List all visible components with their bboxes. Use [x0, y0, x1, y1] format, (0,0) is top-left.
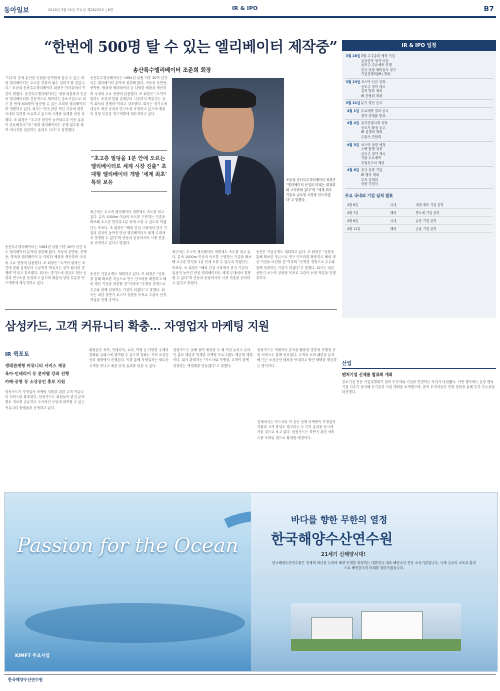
table-cell: 유통 기업 실적 — [414, 216, 493, 224]
schedule-entry: IR 설명회 개최 — [361, 130, 383, 135]
schedule-date — [345, 182, 361, 187]
schedule-group — [345, 142, 493, 168]
subhead: 육아·인테리어 등 분야별 강좌 진행 — [5, 371, 70, 376]
table-cell: 4월 7일 — [345, 208, 388, 216]
side-article-body: 중소기업 전문 기업설명회가 열려 투자자와 기업을 연결하는 자리가 마련됐다. 이번 행사에는 유망 벤처기업 다수가 참석해 신기술과 사업 계획을 소개했으며, 참석 투자자들은 현장 상담을 통해 투자 가능성을 타진했다. — [342, 380, 495, 395]
ad-headline-big: 한국해양수산연수원 — [271, 532, 393, 548]
schedule-group — [345, 79, 493, 100]
schedule-group — [345, 100, 493, 108]
article2-column: 업계에서는 카드사의 이 같은 상생 마케팅이 자영업자 지원과 고객 충성도 제고라는 두 가지 효과를 동시에 거둘 것으로 보고 있다. 삼성카드는 하반기 관련 서비스를 모바일 앱으로 확대할 예정이다. — [257, 420, 336, 440]
schedule-group — [345, 120, 493, 141]
pull-quote: “초고층 빌딩을 1분 안에 오르는 엘리베이터로 세계 시장 진출” 초대형 엘리베이터 개발 ‘세계 최초’ 특허 보유 — [91, 150, 167, 192]
schedule-date — [345, 135, 361, 140]
schedule-entry: 스팩 합병 상장 — [361, 147, 383, 152]
schedule-entry: 수요예측 결과 공시 — [361, 108, 389, 113]
schedule-entry: 기업설명회(IR) 개최 — [361, 72, 391, 77]
schedule-date: 4월 6일 — [346, 168, 360, 173]
subhead: 생태관계형 커뮤니티 서비스 제공 — [5, 363, 67, 368]
schedule-date: 3월 28일 — [345, 54, 361, 58]
article2-headline: 삼성카드, 고객 커뮤니티 확충… 자영업자 마케팅 지원 — [5, 319, 270, 333]
schedule-entry: 증권신고서 제출 — [361, 160, 385, 165]
article-headline: “한번에 500명 탈 수 있는 엘리베이터 제작중” — [44, 39, 338, 56]
table-row — [345, 224, 493, 232]
ad-footer-logo: 한국해양수산연수원 — [8, 677, 43, 682]
table-cell: 국내 — [388, 201, 413, 209]
earnings-table — [345, 201, 493, 233]
schedule-entry: 공모주 청약 개시 — [361, 84, 386, 89]
schedule-entry: 유상증자 청약 마감 — [361, 58, 389, 63]
schedule-entry: 투자 설명회 — [361, 177, 378, 182]
schedule-date — [345, 94, 361, 99]
schedule-entry: 신규 상장 예비심사 청구 — [361, 67, 396, 72]
schedule-entry: 공모주 청약 개시 — [361, 151, 386, 156]
table-cell: 반도체 기업 실적 — [414, 208, 493, 216]
table-row — [345, 201, 493, 209]
schedule-item — [345, 161, 493, 166]
ad-footer-bar — [4, 674, 496, 687]
divider — [5, 309, 337, 310]
schedule-group — [345, 167, 493, 188]
schedule-date: 3월 29일 — [345, 79, 361, 84]
table-row — [345, 208, 493, 216]
side-article-subtitle: 벤처기업 신제품 발표회 개최 — [342, 372, 393, 377]
schedule-item — [345, 135, 493, 140]
schedule-entry: 상장 기념식 — [361, 182, 378, 187]
article-body-column: 송산은 기업공개도 계획하고 있다. 조 회장은 “상장을 통해 확보한 자금으로 연구 인프라를 확충하고 해외 생산 거점을 마련할 것”이라며 “투명한 경영으로 주주와 함께 성장하는 기업이 되겠다”고 말했다. 회사는 내년 상반기 코스닥 상장을 목표로 주관사 선정 작업을 진행 중이다. — [256, 250, 336, 281]
schedule-item — [345, 101, 493, 106]
schedule-entry: 분기 결산 공시 — [361, 101, 383, 106]
ad-subtitle: 21세기 신해양시대! — [321, 552, 366, 558]
schedule-entry: 공모가 확정 공고 — [361, 125, 386, 130]
schedule-group — [345, 108, 493, 120]
article2-column: 삼성카드가 자영업자 마케팅 지원을 위한 고객 커뮤니티 서비스를 확대한다. 삼성카드는 회원들이 관심 분야별로 정보를 공유하고 오프라인 모임에 참여할 수 있는 커뮤니티 플랫폼을 운영하고 있다. — [5, 390, 85, 410]
advertisement — [4, 492, 498, 672]
article2-byline: IR 퀵포토 — [5, 352, 30, 358]
schedule-entry: 기관 수요예측 — [361, 156, 382, 161]
section-title: IR & IPO — [232, 6, 258, 12]
article-body-column: 송산특수엘리베이터는 1984년 설립 이후 30여 년간 특수 엘리베이터 분야에 집중해 왔다. 자동차 운반용, 선박용, 방폭형 엘리베이터 등 다양한 제품을 생산하며 국내외 주요 현장에 납품했다. 조 회장은 “고객이 원하는 조건에 맞춰 설계부터 시공까지 책임지는 것이 회사의 경쟁력”이라고 강조했다. 회사는 경기도에 대규모 생산 공장과 연구소를 운영하고 있으며 매출의 상당 부분을 연구개발에 재투자하고 있다. — [5, 245, 87, 286]
table-cell: 대형 제조 기업 실적 — [414, 201, 493, 209]
schedule-entry: 청약 경쟁률 발표 — [361, 113, 386, 118]
schedule-date: 4월 5일 — [346, 142, 360, 147]
article2-subheads — [5, 362, 85, 386]
schedule-list — [342, 51, 496, 191]
sidebar-panel — [342, 40, 496, 318]
table-row — [345, 216, 493, 224]
schedule-item — [345, 94, 493, 99]
schedule-date — [345, 114, 361, 119]
article-body-column: 최근에는 초고속 엘리베이터 개발에도 속도를 내고 있다. 분속 1000m 이상의 속도를 구현하는 기술을 확보해 초고층 빌딩을 1분 안에 오를 수 있도록 하겠다는 목표다. 조 회장은 “해외 건설 시장에서 한국 기업의 위상이 높아진 만큼 엘리베이터도 세계 무대에서 경쟁할 수 있다”며 중동과 동남아시아 시장 진출을 준비하고 있다고 밝혔다. — [90, 210, 167, 246]
schedule-entry: 코스닥 상장 예정 — [361, 142, 386, 147]
table-cell: 해외 — [388, 208, 413, 216]
schedule-date — [345, 72, 361, 77]
article-body-column: “다수의 층에 분산된 인원을 한꺼번에 옮길 수 있는 대형 엘리베이터는 초고층 건물의 필수 설비가 될 것입니다.” 조준희 송산특수엘리베이터 회장은 인터뷰에서 이같이 밝혔다. 송산특수엘리베이터는 대형 화물용과 인승용 엘리베이터를 전문적으로 제작하는 중소기업으로 최근 한 번에 500명이 탑승할 수 있는 초대형 엘리베이터를 개발하고 있다. 회사는 이미 관련 핵심 기술에 대한 국내외 특허를 보유하고 있으며 시제품 설계를 마친 상태다. 조 회장은 “초고층 빌딩이 늘어날수록 이동 효율이 중요해진다”며 “대형 엘리베이터는 운행 횟수를 줄여 에너지를 절감하는 효과도 크다”고 설명했다. — [5, 76, 87, 133]
subhead: 카페·공방 등 소상공인 홍보 지원 — [5, 379, 66, 384]
schedule-entry: IR 행사 개최 — [361, 173, 380, 178]
ad-left-panel — [5, 493, 251, 671]
article2-column: 삼성카드는 올해 참여 매장을 두 배 이상 늘리고 온라인 홍보 채널과 연계한 마케팅 프로그램도 제공할 계획이다. 회사 관계자는 “카드사와 가맹점, 고객이 함께 성장하는 생태계를 만들겠다”고 말했다. — [173, 348, 253, 368]
schedule-item — [345, 72, 493, 77]
schedule-entry: 3월 주주총회 예정 기업 — [361, 54, 395, 58]
schedule-entry: IR 간담회 개최 — [361, 93, 383, 98]
page-number: B7 — [483, 5, 494, 13]
article-body-column: 송산특수엘리베이터는 1984년 설립 이후 30여 년간 특수 엘리베이터 분야에 집중해 왔다. 자동차 운반용, 선박용, 방폭형 엘리베이터 등 다양한 제품을 생산하며 국내외 주요 현장에 납품했다. 조 회장은 “고객이 원하는 조건에 맞춰 설계부터 시공까지 책임지는 것이 회사의 경쟁력”이라고 강조했다. 회사는 경기도에 대규모 생산 공장과 연구소를 운영하고 있으며 매출의 상당 부분을 연구개발에 재투자하고 있다. — [90, 76, 168, 117]
table-cell: 해외 — [388, 224, 413, 232]
schedule-date: 4월 4일 — [346, 121, 360, 126]
issue-info: 2016년 3월 25일 목요일 제28235호 | 8면 — [48, 8, 114, 12]
side-article — [342, 360, 496, 486]
article2-column: 회원들은 육아, 인테리어, 요리, 여행 등 다양한 주제의 강좌와 클래스에 참여할 수 있으며 강좌는 지역 소상공인의 매장에서 진행된다. 이를 통해 자영업자는 새로운 고객을 만나고 매출 증대 효과를 얻을 수 있다. — [89, 348, 169, 368]
schedule-entry: 신규 상장 기업 — [361, 168, 383, 173]
table-cell: 4월 6일 — [345, 201, 388, 209]
schedule-group — [345, 53, 493, 79]
table-cell: 금융 기업 실적 — [414, 224, 493, 232]
article-body-column: 최근에는 초고속 엘리베이터 개발에도 속도를 내고 있다. 분속 1000m 이상의 속도를 구현하는 기술을 확보해 초고층 빌딩을 1분 안에 오를 수 있도록 하겠다는 목표다. 조 회장은 “해외 건설 시장에서 한국 기업의 위상이 높아진 만큼 엘리베이터도 세계 무대에서 경쟁할 수 있다”며 중동과 동남아시아 시장 진출을 준비하고 있다고 밝혔다. — [172, 250, 252, 286]
ad-left-footer: KIMFT 주요사업 — [15, 654, 50, 659]
article-byline: 송산특수엘리베이터 조준희 회장 — [133, 68, 212, 74]
schedule-date — [345, 161, 361, 166]
schedule-entry: 공모주 수요예측 진행 — [361, 63, 392, 68]
side-article-title: 산업 — [342, 360, 496, 369]
article-body-column: 송산은 기업공개도 계획하고 있다. 조 회장은 “상장을 통해 확보한 자금으로 연구 인프라를 확충하고 해외 생산 거점을 마련할 것”이라며 “투명한 경영으로 주주와 함께 성장하는 기업이 되겠다”고 말했다. 회사는 내년 상반기 코스닥 상장을 목표로 주관사 선정 작업을 진행 중이다. — [90, 272, 167, 303]
ad-headline-small: 바다를 향한 무한의 열정 — [291, 516, 388, 526]
earnings-table-title: 주요 국내외 기업 실적 발표 — [345, 192, 394, 198]
table-cell: 국내 — [388, 216, 413, 224]
schedule-item — [345, 114, 493, 119]
table-cell: 4월 11일 — [345, 224, 388, 232]
schedule-entry: 유가증권시장 상장 — [361, 121, 388, 126]
ad-body: 한국해양수산연수원은 전세계 바다를 누비며 해양 인재를 양성하는 대한민국 대표 해양수산 전문 교육기관입니다. 국제 수준의 교육과 훈련으로 해양강국의 미래를 열어가겠습니다. — [272, 561, 476, 570]
schedule-date: 4월 1일 — [346, 108, 360, 113]
schedule-entry: 주관사 간담회 — [361, 134, 382, 139]
schedule-entry: 실적 발표 예정 — [361, 89, 383, 94]
ad-right-panel — [251, 493, 497, 671]
photo-caption: 조준희 송산특수엘리베이터 회장은 “엘리베이터 산업의 미래는 대형화와 고속화에 있다”며 “세계 최초 기술로 글로벌 시장을 선도하겠다”고 말했다. — [286, 178, 336, 202]
schedule-date: 3월 31일 — [345, 101, 361, 106]
ad-slogan: Passion for the Ocean — [17, 533, 239, 557]
sidebar-title: IR & IPO 일정 — [342, 40, 496, 51]
schedule-entry: 코스닥 신규 상장 — [361, 79, 386, 84]
article2-column: 삼성카드는 빅데이터 분석을 활용한 맞춤형 가맹점 추천 서비스도 함께 선보였다. 고객의 소비 패턴을 분석해 인근 소상공인 매장을 안내하고 할인 혜택을 제공하는 방식이다. — [257, 348, 337, 368]
newspaper-logo: 동아일보 — [4, 6, 30, 14]
portrait-photo — [172, 78, 284, 244]
schedule-item — [345, 182, 493, 187]
table-cell: 4월 8일 — [345, 216, 388, 224]
campus-photo — [291, 603, 461, 651]
